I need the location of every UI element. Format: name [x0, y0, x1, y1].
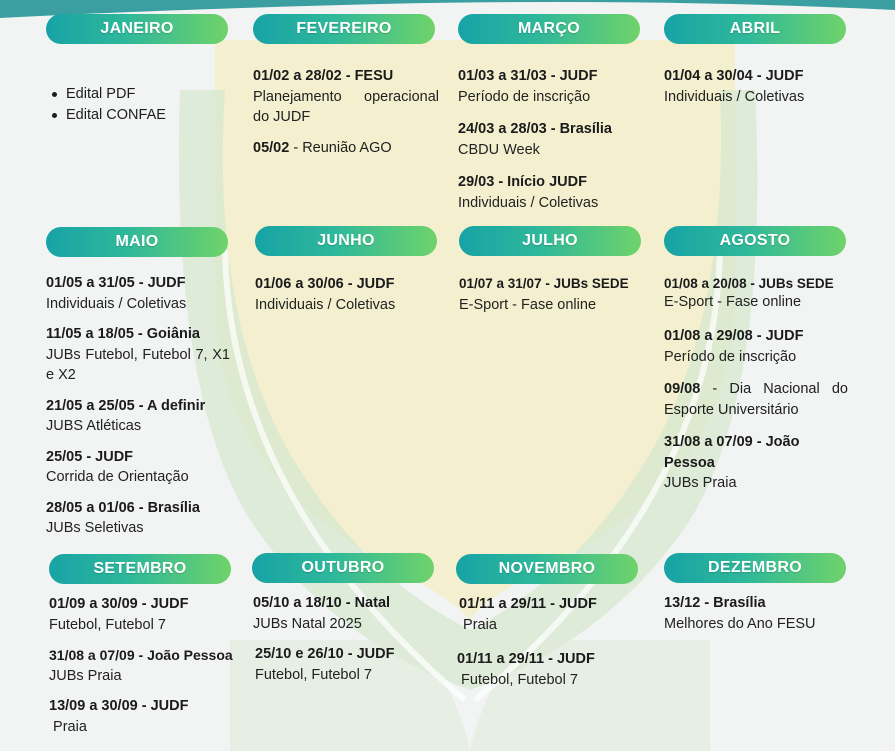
event-date: 01/08 a 29/08 - JUDF: [664, 328, 804, 344]
event-desc: Individuais / Coletivas: [664, 88, 805, 105]
event-desc: JUBs Natal 2025: [253, 615, 362, 632]
event-date: 01/08 a 20/08 - JUBs SEDE: [664, 276, 834, 291]
event-item: [49, 696, 235, 737]
event-item: [49, 594, 235, 635]
event-desc: Futebol, Futebol 7: [255, 666, 372, 683]
edital-pdf-link[interactable]: Edital PDF: [66, 86, 136, 102]
event-desc: JUBs Futebol, Futebol 7, X1 e X2: [46, 346, 230, 383]
event-item: [664, 432, 850, 494]
event-desc: Corrida de Orientação: [46, 469, 189, 485]
month-maio: [46, 227, 232, 539]
event-date: 25/10 e 26/10 - JUDF: [255, 646, 395, 662]
event-desc: CBDU Week: [458, 141, 540, 158]
month-agosto: [664, 226, 850, 494]
event-desc: Reunião AGO: [302, 139, 392, 156]
event-date: 11/05 a 18/05 - Goiânia: [46, 326, 200, 342]
list-item: [66, 105, 232, 126]
month-pill-dezembro[interactable]: DEZEMBRO: [664, 553, 846, 583]
event-desc: Futebol, Futebol 7: [49, 616, 166, 633]
event-date: 01/09 a 30/09 - JUDF: [49, 596, 189, 612]
event-desc: Individuais / Coletivas: [46, 295, 187, 312]
month-novembro: [456, 554, 642, 690]
event-date: 01/03 a 31/03 - JUDF: [458, 68, 598, 84]
event-item: 09/08 - Dia Nacional do Esporte Universitário: [664, 381, 848, 418]
month-setembro: [49, 554, 235, 737]
event-item: [253, 66, 439, 128]
event-desc: Individuais / Coletivas: [255, 296, 396, 313]
event-date: 09/08: [664, 381, 701, 397]
event-date: 01/02 a 28/02 - FESU: [253, 68, 394, 84]
event-date: 13/12 - Brasília: [664, 595, 766, 611]
event-item: [664, 593, 850, 634]
event-item: [459, 274, 645, 315]
event-item: [664, 274, 850, 312]
event-date: 28/05 a 01/06 - Brasília: [46, 499, 200, 516]
edital-confae-link[interactable]: Edital CONFAE: [66, 106, 166, 123]
event-desc: Futebol, Futebol 7: [457, 671, 578, 688]
month-outubro: [252, 553, 438, 685]
event-item: [459, 594, 642, 635]
event-desc: JUBs Praia: [49, 667, 122, 684]
event-date: 01/11 a 29/11 - JUDF: [457, 651, 595, 667]
event-date: 01/11 a 29/11 - JUDF: [459, 596, 597, 612]
month-pill-fevereiro[interactable]: FEVEREIRO: [253, 14, 435, 44]
event-item: [664, 66, 850, 107]
event-date: 29/03 - Início JUDF: [458, 174, 587, 190]
event-desc: JUBs Praia: [664, 475, 737, 491]
event-desc: Planejamento operacional do JUDF: [253, 88, 439, 125]
event-item: [458, 172, 644, 213]
event-item: [49, 645, 235, 686]
event-item: [46, 273, 232, 314]
month-pill-julho[interactable]: JULHO: [459, 226, 641, 256]
event-date: 31/08 a 07/09 - João Pessoa: [664, 434, 800, 471]
list-item: [66, 84, 232, 105]
event-item: 05/02 - Reunião AGO: [253, 139, 392, 156]
event-date: 21/05 a 25/05 - A definir: [46, 397, 206, 414]
event-item: [458, 66, 644, 107]
event-desc: JUBs Seletivas: [46, 520, 144, 536]
event-desc: Período de inscrição: [458, 88, 591, 105]
event-desc: Individuais / Coletivas: [458, 194, 599, 211]
month-pill-marco[interactable]: MARÇO: [458, 14, 640, 44]
event-date: 05/10 a 18/10 - Natal: [253, 595, 391, 611]
month-julho: [459, 226, 645, 315]
event-item: [255, 644, 438, 685]
event-date: 01/06 a 30/06 - JUDF: [255, 276, 395, 292]
month-fevereiro: [253, 14, 439, 158]
month-pill-novembro[interactable]: NOVEMBRO: [456, 554, 638, 584]
month-pill-agosto[interactable]: AGOSTO: [664, 226, 846, 256]
month-junho: [255, 226, 441, 315]
event-date: 05/02: [253, 139, 290, 156]
event-desc: JUBS Atléticas: [46, 418, 142, 434]
janeiro-links: [66, 84, 232, 125]
month-pill-setembro[interactable]: SETEMBRO: [49, 554, 231, 584]
event-desc: E-Sport - Fase online: [664, 294, 802, 310]
month-pill-maio[interactable]: MAIO: [46, 227, 228, 257]
event-desc: Período de inscrição: [664, 348, 797, 365]
month-pill-abril[interactable]: ABRIL: [664, 14, 846, 44]
event-item: [664, 326, 850, 367]
event-item: [255, 274, 441, 315]
month-pill-janeiro[interactable]: JANEIRO: [46, 14, 228, 44]
month-dezembro: [664, 553, 850, 634]
month-janeiro: [46, 14, 232, 125]
event-desc: Praia: [459, 616, 497, 633]
event-desc: Dia Nacional do Esporte Universitário: [664, 381, 848, 418]
event-desc: Melhores do Ano FESU: [664, 615, 816, 632]
event-date: 25/05 - JUDF: [46, 448, 134, 465]
event-item: [458, 119, 644, 160]
month-pill-outubro[interactable]: OUTUBRO: [252, 553, 434, 583]
event-date: 01/05 a 31/05 - JUDF: [46, 275, 186, 291]
event-desc: Praia: [49, 718, 87, 735]
event-date: 01/04 a 30/04 - JUDF: [664, 68, 804, 84]
event-item: [46, 498, 232, 539]
event-item: [46, 324, 232, 386]
month-abril: [664, 14, 850, 107]
event-item: [457, 649, 642, 690]
event-date: 13/09 a 30/09 - JUDF: [49, 698, 189, 714]
event-desc: E-Sport - Fase online: [459, 296, 597, 313]
event-item: [46, 447, 232, 488]
event-date: 24/03 a 28/03 - Brasília: [458, 121, 612, 137]
month-marco: [458, 14, 644, 213]
event-item: [46, 396, 232, 437]
event-date: 01/07 a 31/07 - JUBs SEDE: [459, 276, 629, 291]
month-pill-junho[interactable]: JUNHO: [255, 226, 437, 256]
event-date: 31/08 a 07/09 - João Pessoa: [49, 647, 233, 663]
event-item: [253, 593, 438, 634]
